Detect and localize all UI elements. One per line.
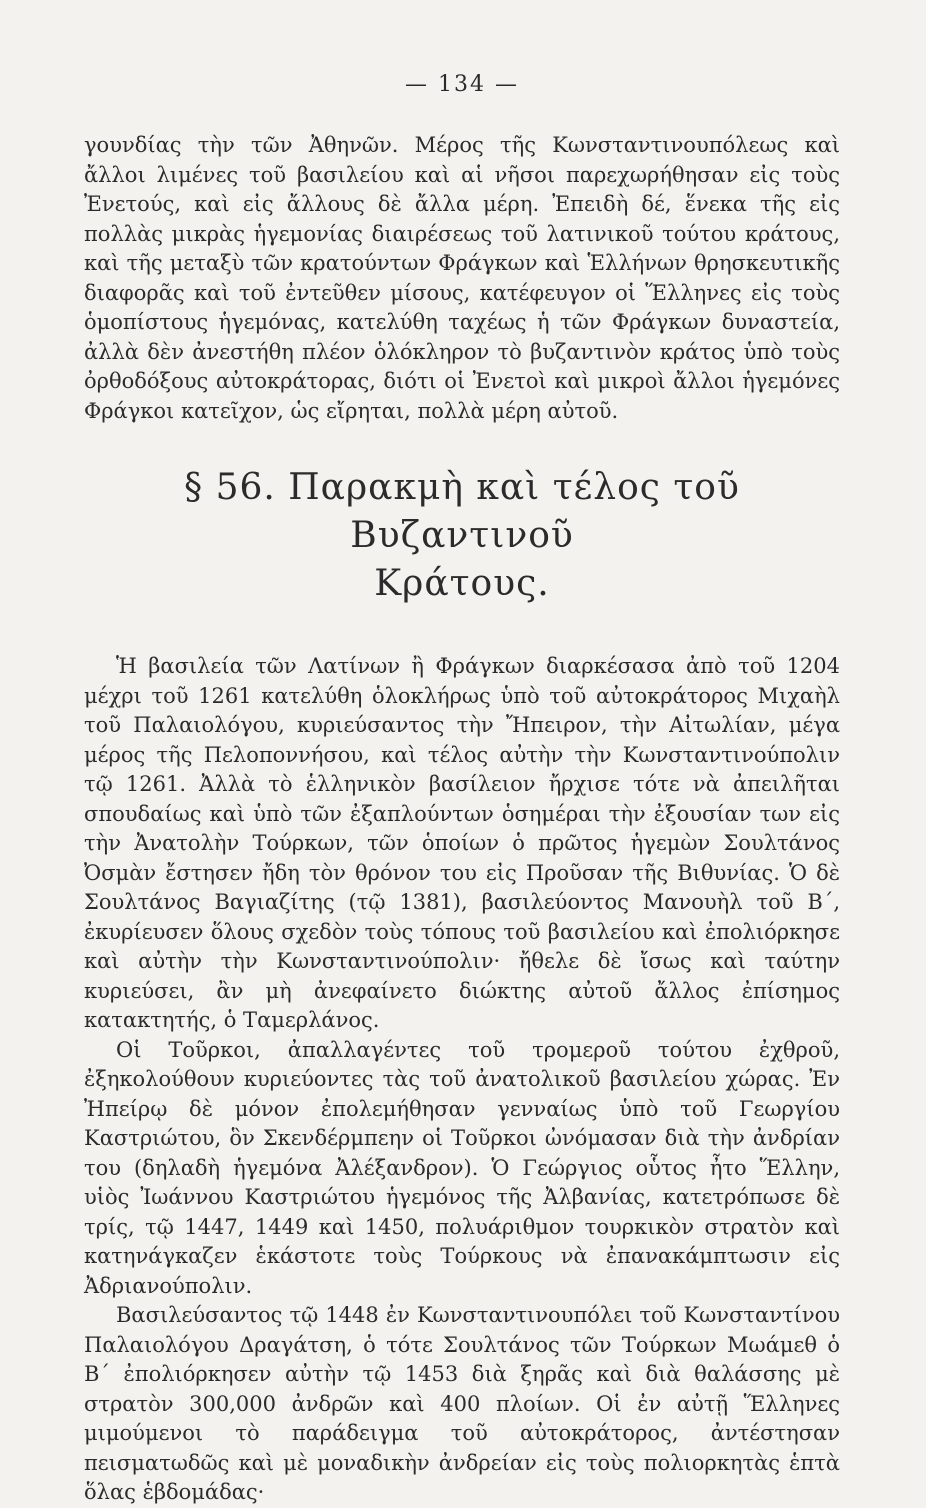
paragraph-1: Ἡ βασιλεία τῶν Λατίνων ἢ Φράγκων διαρκέσασα ἀπὸ τοῦ 1204 μέχρι τοῦ 1261 κατελύθη ὁλοκλήρως ὑπὸ τοῦ αὐτοκράτορος Μιχαὴλ τοῦ Παλαιολόγου, κυριεύσαντος τὴν Ἤπειρον, τὴν Αἰτωλίαν, μέγα μέρος τῆς Πελοποννήσου, καὶ τέλος αὐτὴν τὴν Κωνσταντινούπολιν τῷ 1261. Ἀλλὰ τὸ ἑλληνικὸν βασίλειον ἤρχισε τότε νὰ ἀπειλῆται σπουδαίως καὶ ὑπὸ τῶν ἐξαπλούντων ὁσημέραι τὴν ἐξουσίαν των εἰς τὴν Ἀνατολὴν Τούρκων, τῶν ὁποίων ὁ πρῶτος ἡγεμὼν Σουλτάνος Ὀσμὰν ἔστησεν ἤδη τὸν θρόνον του εἰς Προῦσαν τῆς Βιθυνίας. Ὁ δὲ Σουλτάνος Βαγιαζίτης (τῷ 1381), βασιλεύοντος Μανουὴλ τοῦ Β΄, ἐκυρίευσεν ὅλους σχεδὸν τοὺς τόπους τοῦ βασιλείου καὶ ἐπολιόρκησε καὶ αὐτὴν τὴν Κωνσταντινούπολιν· ἤθελε δὲ ἴσως καὶ ταύτην κυριεύσει, ἂν μὴ ἀνεφαίνετο διώκτης αὐτοῦ ἄλλος ἐπίσημος κατακτητής, ὁ Ταμερλάνος. [84, 654, 840, 1032]
page-number: — 134 — [405, 72, 519, 97]
paragraph-2: Οἱ Τοῦρκοι, ἀπαλλαγέντες τοῦ τρομεροῦ τούτου ἐχθροῦ, ἐξηκολούθουν κυριεύοντες τὰς τοῦ ἀνατολικοῦ βασιλείου χώρας. Ἐν Ἠπείρῳ δὲ μόνον ἐπολεμήθησαν γενναίως ὑπὸ τοῦ Γεωργίου Καστριώτου, ὃν Σκενδέρμπεην οἱ Τοῦρκοι ὠνόμασαν διὰ τὴν ἀνδρίαν του (δηλαδὴ ἡγεμόνα Ἀλέξανδρον). Ὁ Γεώργιος οὗτος ἦτο Ἕλλην, υἱὸς Ἰωάννου Καστριώτου ἡγεμόνος τῆς Ἀλβανίας, κατετρόπωσε δὲ τρίς, τῷ 1447, 1449 καὶ 1450, πολυάριθμον τουρκικὸν στρατὸν καὶ κατηνάγκαζεν ἑκάστοτε τοὺς Τούρκους νὰ ἐπανακάμπτωσιν εἰς Ἀδριανούπολιν. [84, 1037, 840, 1298]
section-heading-line-2: Κράτους. [374, 563, 550, 604]
section-heading-line-1: § 56. Παρακμὴ καὶ τέλος τοῦ Βυζαντινοῦ [184, 467, 740, 556]
section-heading [84, 464, 840, 608]
paragraph-top-1: γουνδίας τὴν τῶν Ἀθηνῶν. Μέρος τῆς Κωνσταντινουπόλεως καὶ ἄλλοι λιμένες τοῦ βασιλείου καὶ αἱ νῆσοι παρεχωρήθησαν εἰς τοὺς Ἐνετούς, καὶ εἰς ἄλλους δὲ ἄλλα μέρη. Ἐπειδὴ δέ, ἕνεκα τῆς εἰς πολλὰς μικρὰς ἡγεμονίας διαιρέσεως τοῦ λατινικοῦ τούτου κράτους, καὶ τῆς μεταξὺ τῶν κρατούντων Φράγκων καὶ Ἑλλήνων θρησκευτικῆς διαφορᾶς καὶ τοῦ ἐντεῦθεν μίσους, κατέφευγον οἱ Ἕλληνες εἰς τοὺς ὁμοπίστους ἡγεμόνας, κατελύθη ταχέως ἡ τῶν Φράγκων δυναστεία, ἀλλὰ δὲν ἀνεστήθη πλέον ὁλόκληρον τὸ βυζαντινὸν κράτος ὑπὸ τοὺς ὀρθοδόξους αὐτοκράτορας, διότι οἱ Ἐνετοὶ καὶ μικροὶ ἄλλοι ἡγεμόνες Φράγκοι κατεῖχον, ὡς εἴρηται, πολλὰ μέρη αὐτοῦ. [84, 133, 840, 423]
paragraph-3: Βασιλεύσαντος τῷ 1448 ἐν Κωνσταντινουπόλει τοῦ Κωνσταντίνου Παλαιολόγου Δραγάτση, ὁ τότε Σουλτάνος τῶν Τούρκων Μωάμεθ ὁ Β΄ ἐπολιόρκησεν αὐτὴν τῷ 1453 διὰ ξηρᾶς καὶ διὰ θαλάσσης μὲ στρατὸν 300,000 ἀνδρῶν καὶ 400 πλοίων. Οἱ ἐν αὐτῇ Ἕλληνες μιμούμενοι τὸ παράδειγμα τοῦ αὐτοκράτορος, ἀντέστησαν πεισματωδῶς καὶ μὲ μοναδικὴν ἀνδρείαν εἰς τοὺς πολιορκητὰς ἑπτὰ ὅλας ἑβδομάδας· [84, 1303, 840, 1504]
